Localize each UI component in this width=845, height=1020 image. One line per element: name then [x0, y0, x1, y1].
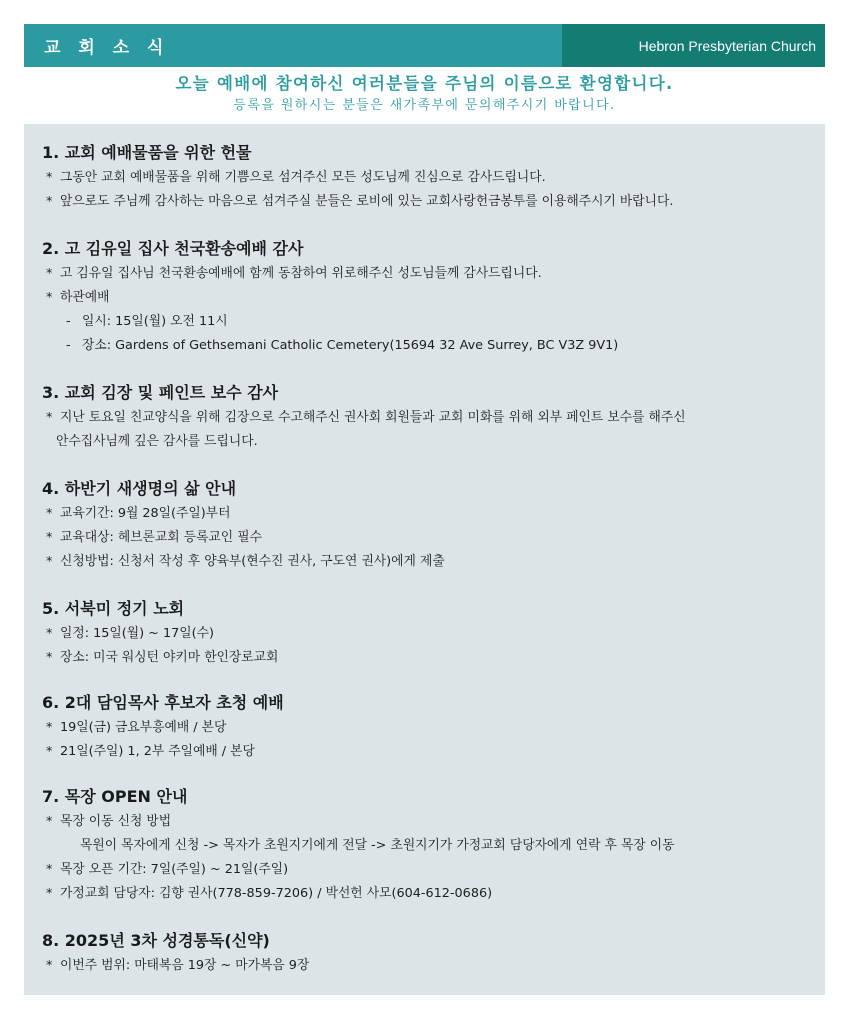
welcome-message: [24, 72, 825, 115]
item-text: 고 김유일 집사님 천국환송예배에 함께 동참하여 위로해주신 성도님들께 감사드립니다.: [60, 266, 542, 281]
news-content-panel: [24, 124, 825, 995]
section-memorial: [42, 236, 817, 358]
bullet-symbol: *: [46, 886, 53, 901]
list-item: [42, 406, 817, 430]
list-item: [42, 262, 817, 286]
dash-symbol: -: [66, 338, 71, 353]
sub-item: [42, 334, 817, 358]
header-title-block: [24, 24, 562, 67]
bullet-symbol: *: [46, 506, 53, 521]
item-text: 지난 토요일 친교양식을 위해 김장으로 수고해주신 권사회 회원들과 교회 미화를 위해 외부 페인트 보수를 해주신: [60, 410, 686, 425]
list-item: [42, 882, 817, 906]
bullet-symbol: *: [46, 814, 53, 829]
section-offering: [42, 140, 817, 214]
item-text: 교육기간: 9월 28일(주일)부터: [60, 506, 231, 521]
bullet-symbol: *: [46, 170, 53, 185]
list-item: [42, 716, 817, 740]
header-church-block: [562, 24, 825, 67]
church-name: Hebron Presbyterian Church: [638, 37, 816, 54]
list-item: [42, 810, 817, 834]
item-text: 하관예배: [60, 290, 110, 305]
list-item: [42, 550, 817, 574]
item-text: 가정교회 담당자: 김향 권사(778-859-7206) / 박선헌 사모(604-612-0686): [60, 886, 493, 901]
item-text: 이번주 범위: 마태복음 19장 ~ 마가복음 9장: [60, 958, 310, 973]
list-item: [42, 646, 817, 670]
list-item: [42, 740, 817, 764]
item-text: 장소: Gardens of Gethsemani Catholic Cemetery(15694 32 Ave Surrey, BC V3Z 9V1): [82, 338, 619, 353]
section-title: 4. 하반기 새생명의 삶 안내: [42, 479, 237, 498]
section-new-life: [42, 476, 817, 574]
section-title: 5. 서북미 정기 노회: [42, 599, 185, 618]
dash-symbol: -: [66, 314, 71, 329]
item-text: 목장 오픈 기간: 7일(주일) ~ 21일(주일): [60, 862, 289, 877]
bullet-symbol: *: [46, 958, 53, 973]
section-mokjang-open: [42, 784, 817, 906]
section-title: 6. 2대 담임목사 후보자 초청 예배: [42, 693, 284, 712]
bullet-symbol: *: [46, 862, 53, 877]
welcome-line: 오늘 예배에 참여하신 여러분들을 주님의 이름으로 환영합니다.: [175, 74, 674, 93]
list-item-continuation: 안수집사님께 깊은 감사를 드립니다.: [56, 434, 258, 449]
section-title: 1. 교회 예배물품을 위한 헌물: [42, 143, 252, 162]
bullet-symbol: *: [46, 626, 53, 641]
header-bar: [24, 24, 825, 67]
section-title: 2. 고 김유일 집사 천국환송예배 감사: [42, 239, 304, 258]
list-item: [42, 526, 817, 550]
bullet-symbol: *: [46, 744, 53, 759]
section-kimchi-paint: [42, 380, 817, 454]
list-item: [42, 190, 817, 214]
item-text: 목장 이동 신청 방법: [60, 814, 172, 829]
bullet-symbol: *: [46, 194, 53, 209]
sub-item: [42, 310, 817, 334]
item-text: 그동안 교회 예배물품을 위해 기쁨으로 섬겨주신 모든 성도님께 진심으로 감사드립니다.: [60, 170, 546, 185]
item-text: 일시: 15일(월) 오전 11시: [82, 314, 228, 329]
bullet-symbol: *: [46, 530, 53, 545]
bullet-symbol: *: [46, 720, 53, 735]
list-item: [42, 166, 817, 190]
section-presbytery: [42, 596, 817, 670]
section-title: 7. 목장 OPEN 안내: [42, 787, 188, 806]
list-item: [42, 502, 817, 526]
bullet-symbol: *: [46, 290, 53, 305]
section-title: 8. 2025년 3차 성경통독(신약): [42, 931, 270, 950]
item-text: 교육대상: 헤브론교회 등록교인 필수: [60, 530, 262, 545]
section-pastor-candidate: [42, 690, 817, 764]
list-item: [42, 954, 817, 978]
procedure-detail: 목원이 목자에게 신청 -> 목자가 초원지기에게 전달 -> 초원지기가 가정교회 담당자에게 연락 후 목장 이동: [80, 838, 675, 853]
registration-note: 등록을 원하시는 분들은 새가족부에 문의해주시기 바랍니다.: [233, 98, 616, 113]
bullet-symbol: *: [46, 410, 53, 425]
bullet-symbol: *: [46, 266, 53, 281]
item-text: 신청방법: 신청서 작성 후 양육부(현수진 권사, 구도연 권사)에게 제출: [60, 554, 445, 569]
item-text: 19일(금) 금요부흥예배 / 본당: [60, 720, 227, 735]
header-title: 교 회 소 식: [44, 38, 170, 58]
list-item: [42, 858, 817, 882]
item-text: 일정: 15일(월) ~ 17일(수): [60, 626, 214, 641]
item-text: 장소: 미국 워싱턴 야키마 한인장로교회: [60, 650, 279, 665]
item-text: 21일(주일) 1, 2부 주일예배 / 본당: [60, 744, 255, 759]
bullet-symbol: *: [46, 650, 53, 665]
section-title: 3. 교회 김장 및 페인트 보수 감사: [42, 383, 279, 402]
item-text: 앞으로도 주님께 감사하는 마음으로 섬겨주실 분들은 로비에 있는 교회사랑헌금봉투를 이용해주시기 바랍니다.: [60, 194, 674, 209]
bullet-symbol: *: [46, 554, 53, 569]
list-item: [42, 286, 817, 310]
list-item: [42, 622, 817, 646]
section-bible-reading: [42, 928, 817, 978]
